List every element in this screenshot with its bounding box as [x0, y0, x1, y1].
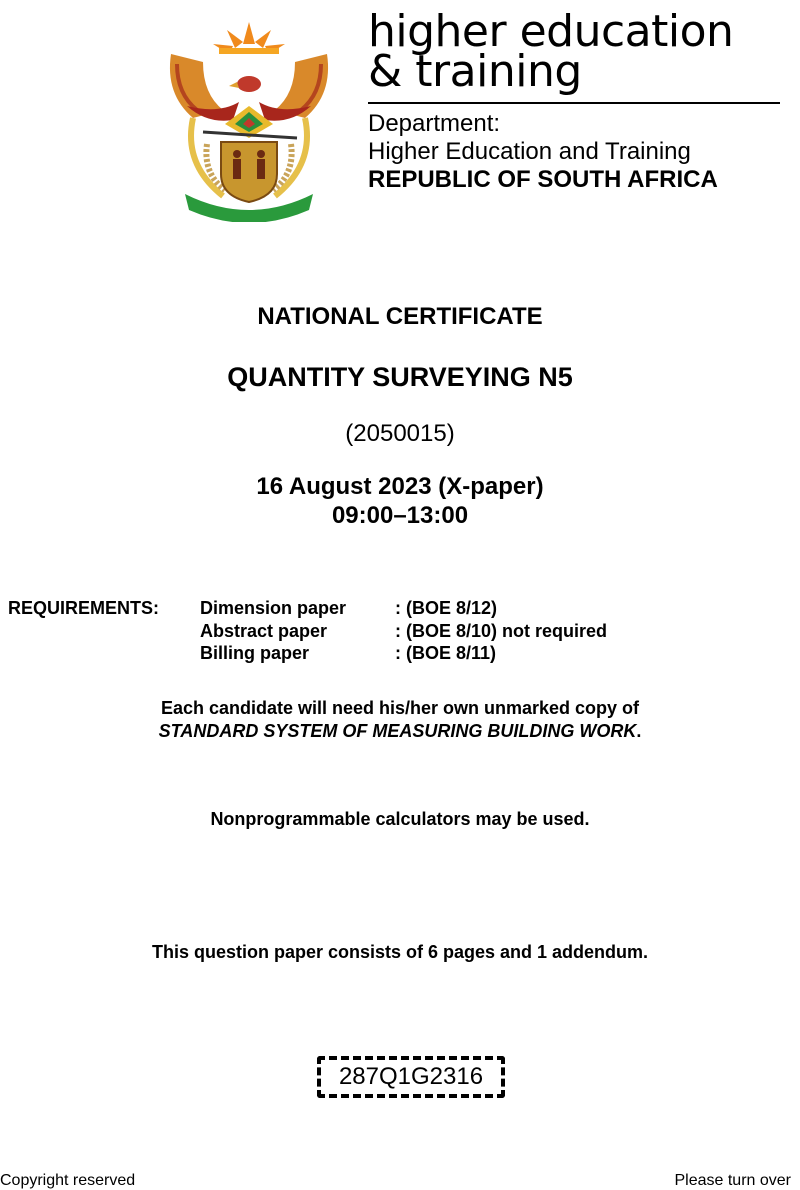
exam-time: 09:00–13:00 [331, 502, 469, 529]
brand-line-1: higher education [368, 6, 734, 57]
department-label: Department: [368, 110, 501, 137]
requirement-value: : (BOE 8/11) [395, 643, 497, 663]
subject-code: (2050015) [345, 420, 455, 447]
requirements-label: REQUIREMENTS: [8, 598, 160, 618]
subject-title: QUANTITY SURVEYING N5 [227, 362, 573, 392]
department-name: Higher Education and Training [368, 138, 691, 165]
country-name: REPUBLIC OF SOUTH AFRICA [368, 166, 718, 193]
department-brand [368, 6, 788, 194]
requirement-row [200, 620, 700, 643]
candidate-note-line-1: Each candidate will need his/her own unmarked copy of [160, 698, 640, 718]
candidate-note [0, 697, 800, 742]
requirement-value: : (BOE 8/12) [395, 598, 498, 618]
requirement-value: : (BOE 8/10) not required [395, 620, 608, 641]
brand-line-2: & training [368, 46, 582, 97]
page-count-note: This question paper consists of 6 pages and 1 addendum. [151, 942, 649, 962]
requirements-section [8, 597, 708, 667]
requirement-name: Dimension paper [200, 598, 347, 618]
certificate-title: NATIONAL CERTIFICATE [257, 303, 543, 330]
requirement-name: Abstract paper [200, 620, 328, 641]
footer-turn-over: Please turn over [674, 1172, 791, 1189]
paper-code-box [317, 1056, 505, 1098]
exam-schedule [0, 472, 800, 530]
paper-code: 287Q1G2316 [338, 1063, 484, 1090]
requirement-row [200, 597, 700, 620]
coat-of-arms-logo [163, 14, 335, 222]
candidate-note-line-2: STANDARD SYSTEM OF MEASURING BUILDING WORK. [158, 720, 642, 741]
standard-system-title: STANDARD SYSTEM OF MEASURING BUILDING WORK [158, 720, 637, 741]
requirement-row [200, 642, 700, 665]
exam-date: 16 August 2023 (X-paper) [256, 473, 544, 500]
brand-divider [368, 102, 780, 104]
requirements-list [200, 597, 700, 665]
requirement-name: Billing paper [200, 643, 310, 663]
footer-copyright: Copyright reserved [0, 1172, 136, 1189]
calculator-note: Nonprogrammable calculators may be used. [210, 809, 590, 829]
